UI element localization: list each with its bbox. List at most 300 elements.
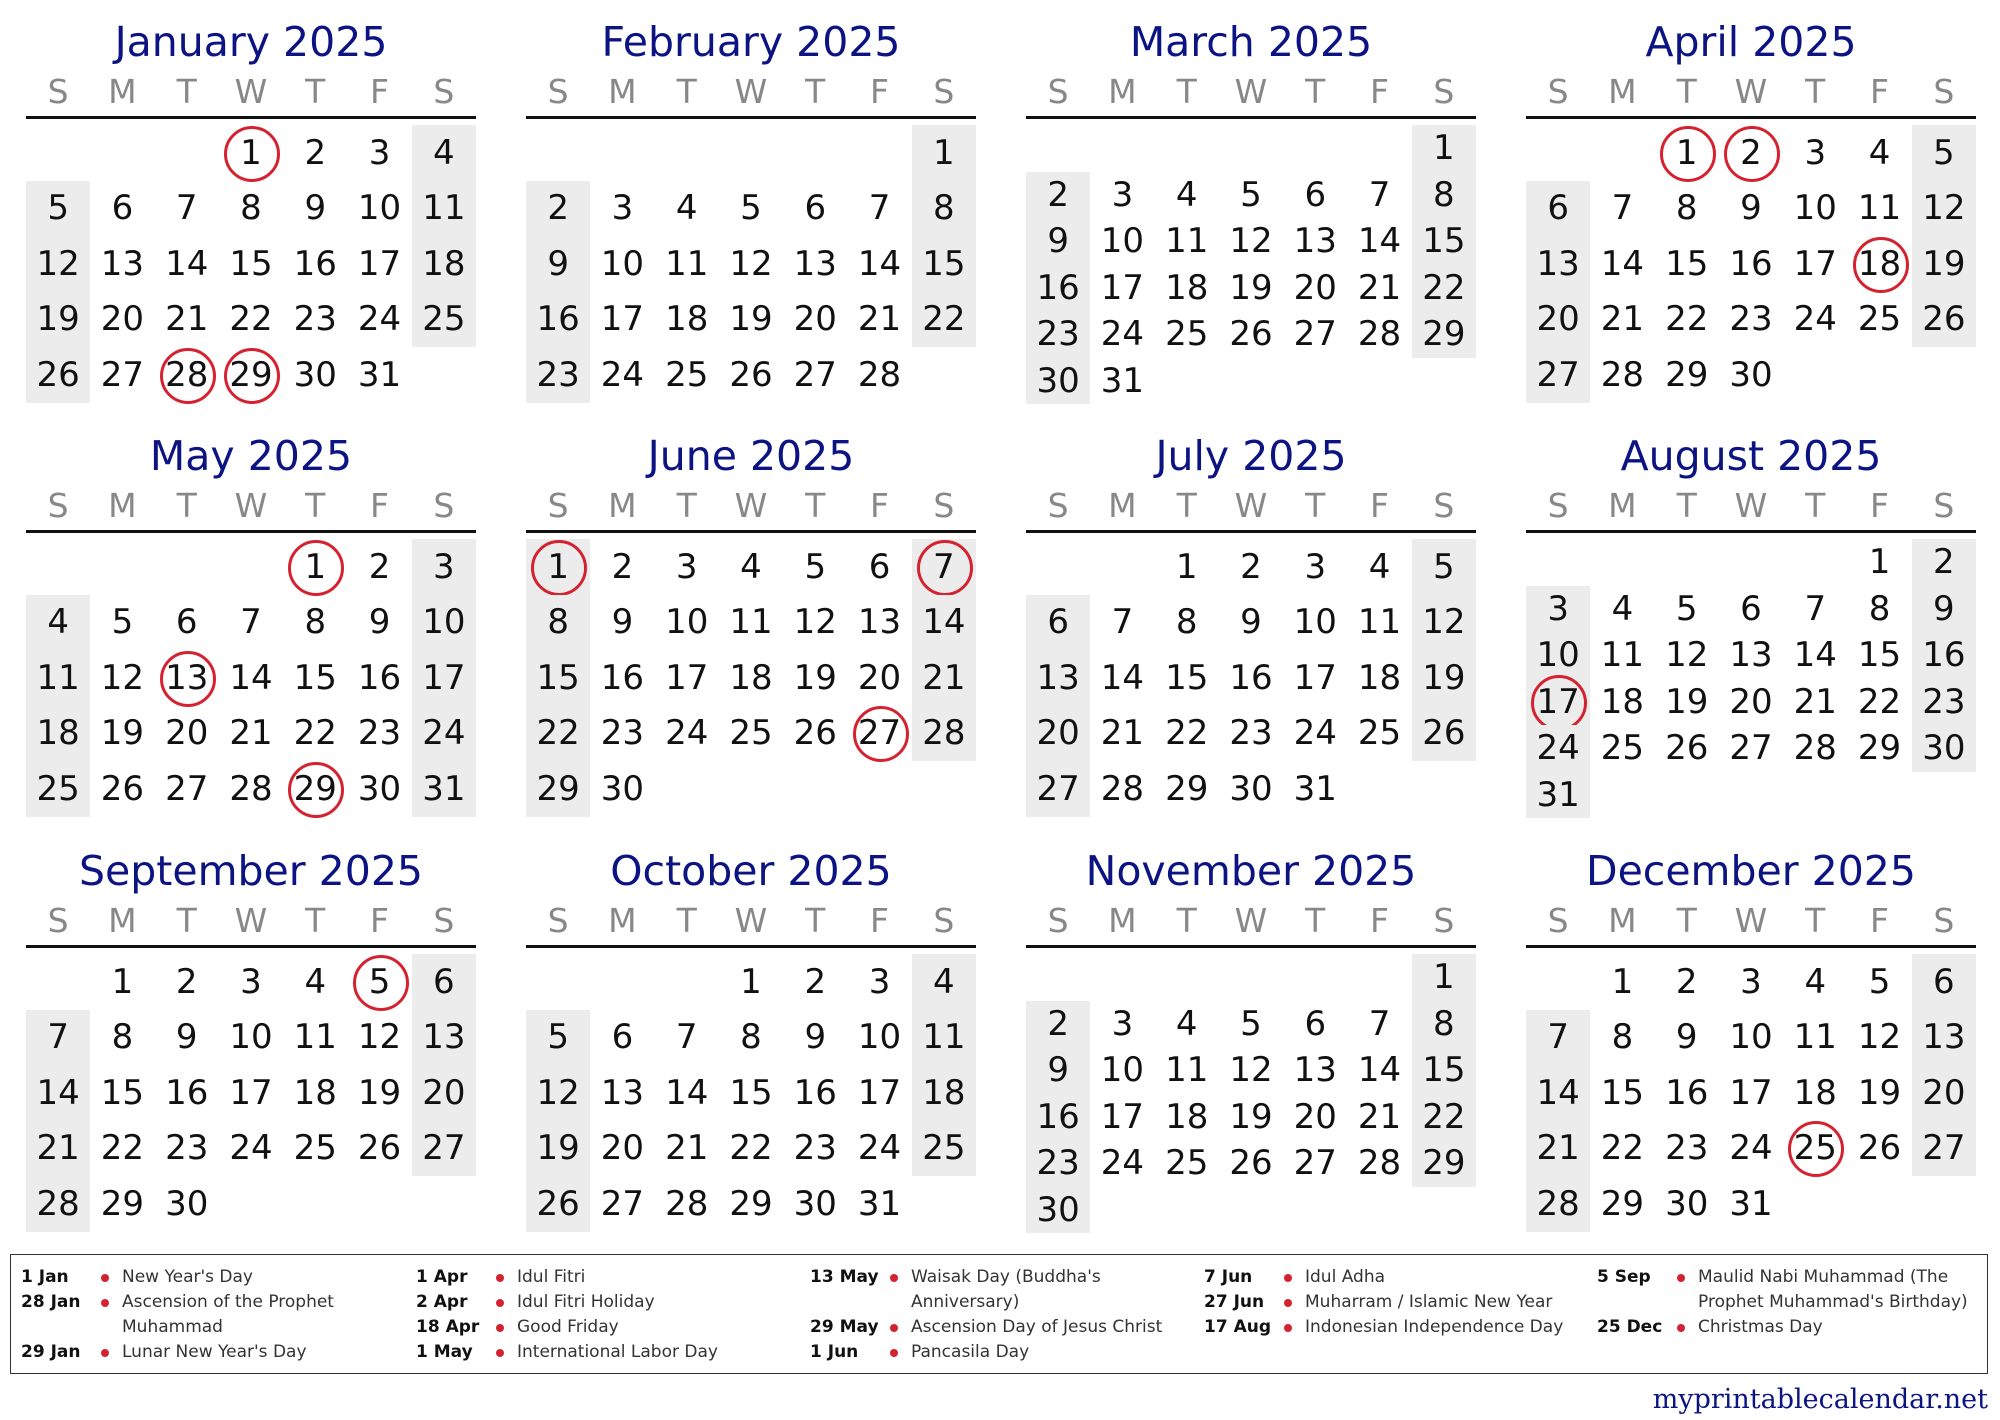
day-cell: 1 <box>1412 954 1476 1001</box>
weekday-header <box>26 482 476 533</box>
day-cell: 15 <box>229 243 273 284</box>
day-cell: 16 <box>1729 243 1773 284</box>
day-cell: 28 <box>229 768 273 809</box>
day-cell: 19 <box>1665 681 1709 722</box>
day-cell: 11 <box>1165 221 1209 262</box>
day-cell: 19 <box>357 1072 402 1113</box>
day-cell: 4 <box>1611 588 1634 629</box>
day-cell: 25 <box>1165 314 1209 355</box>
day-cell: 16 <box>526 292 590 348</box>
day-cell: 14 <box>1526 1065 1590 1121</box>
empty-cell <box>1526 954 1590 1010</box>
legend-column <box>21 1265 411 1365</box>
month-title: December 2025 <box>1586 847 1916 895</box>
day-grid <box>1026 539 1476 817</box>
day-cell: 15 <box>912 236 976 292</box>
day-cell: 2 <box>304 132 327 173</box>
day-cell: 24 <box>229 1128 273 1169</box>
day-cell: 8 <box>1868 588 1891 629</box>
day-cell: 21 <box>229 713 273 754</box>
day-cell: 9 <box>1026 1047 1090 1094</box>
day-cell: 30 <box>165 1183 209 1224</box>
day-cell: 13 <box>793 243 837 284</box>
legend-item <box>1204 1315 1594 1340</box>
holiday-date: 28 Jan <box>21 1292 81 1312</box>
month-january <box>26 16 476 403</box>
bullet-dot-icon <box>101 1349 109 1357</box>
weekday-label: S <box>47 901 69 940</box>
day-cell: 11 <box>1600 635 1645 676</box>
weekday-label: T <box>1805 486 1826 525</box>
weekday-label: T <box>1176 72 1197 111</box>
day-cell: 21 <box>857 299 902 340</box>
weekday-label: F <box>1370 486 1390 525</box>
day-cell: 10 <box>412 595 476 651</box>
day-cell: 19 <box>1857 1072 1902 1113</box>
day-cell: 29 <box>1165 768 1209 809</box>
day-cell: 13 <box>1729 635 1773 676</box>
day-cell: 11 <box>1793 1017 1837 1058</box>
weekday-label: T <box>1305 901 1326 940</box>
bullet-dot-icon <box>1284 1274 1292 1282</box>
day-cell: 3 <box>1526 586 1590 633</box>
empty-cell <box>90 125 154 181</box>
day-cell: 12 <box>357 1017 402 1058</box>
legend-column <box>810 1265 1200 1365</box>
holiday-circle-icon <box>1660 126 1716 182</box>
day-cell: 22 <box>1412 265 1476 312</box>
day-cell: 19 <box>26 292 90 348</box>
weekday-label: S <box>433 901 455 940</box>
day-cell: 28 <box>665 1183 709 1224</box>
weekday-header <box>526 897 976 948</box>
day-cell: 19 <box>793 657 837 698</box>
holiday-day-cell: 5 <box>347 954 411 1010</box>
empty-cell <box>1155 125 1219 172</box>
day-cell: 10 <box>1293 602 1337 643</box>
holiday-day-cell: 2 <box>1719 125 1783 181</box>
day-cell: 17 <box>412 650 476 706</box>
weekday-label: S <box>933 486 955 525</box>
day-cell: 11 <box>293 1017 337 1058</box>
day-cell: 1 <box>1611 961 1634 1002</box>
bullet-dot-icon <box>496 1299 504 1307</box>
day-cell: 28 <box>912 706 976 762</box>
day-cell: 21 <box>1357 267 1402 308</box>
weekday-label: S <box>1047 901 1069 940</box>
weekday-label: W <box>1234 486 1268 525</box>
weekday-label: W <box>734 486 768 525</box>
weekday-label: T <box>305 72 326 111</box>
day-cell: 30 <box>1026 1187 1090 1234</box>
day-cell: 26 <box>526 1176 590 1232</box>
day-cell: 29 <box>1600 1183 1645 1224</box>
day-cell: 1 <box>740 961 762 1002</box>
day-cell: 26 <box>1412 706 1476 762</box>
weekday-label: S <box>933 901 955 940</box>
day-cell: 13 <box>1026 650 1090 706</box>
holiday-circle-icon <box>531 540 587 596</box>
bullet-dot-icon <box>496 1324 504 1332</box>
day-cell: 31 <box>1729 1183 1773 1224</box>
day-cell: 1 <box>912 125 976 181</box>
day-cell: 18 <box>1793 1072 1837 1113</box>
month-title: January 2025 <box>114 18 388 66</box>
empty-cell <box>1026 954 1090 1001</box>
holiday-date: 5 Sep <box>1597 1267 1651 1287</box>
day-cell: 16 <box>357 657 402 698</box>
day-cell: 12 <box>1912 181 1976 237</box>
day-cell: 9 <box>804 1017 827 1058</box>
weekday-label: S <box>433 72 455 111</box>
day-cell: 8 <box>526 595 590 651</box>
day-cell: 4 <box>740 546 762 587</box>
day-cell: 17 <box>665 657 709 698</box>
weekday-label: T <box>176 486 197 525</box>
holiday-date: 7 Jun <box>1204 1267 1253 1287</box>
empty-cell <box>1347 954 1411 1001</box>
day-cell: 20 <box>793 299 837 340</box>
site-watermark[interactable]: myprintablecalendar.net <box>1652 1384 1988 1415</box>
day-cell: 15 <box>1665 243 1709 284</box>
day-cell: 17 <box>1100 1096 1145 1137</box>
day-cell: 9 <box>1026 218 1090 265</box>
empty-cell <box>783 125 847 181</box>
empty-cell <box>155 125 219 181</box>
day-cell: 18 <box>26 706 90 762</box>
day-cell: 9 <box>175 1017 198 1058</box>
day-cell: 4 <box>1368 546 1391 587</box>
day-cell: 6 <box>1304 174 1327 215</box>
weekday-label: M <box>608 486 637 525</box>
weekday-label: T <box>676 901 697 940</box>
day-cell: 19 <box>1229 1096 1273 1137</box>
day-cell: 15 <box>526 650 590 706</box>
weekday-label: T <box>176 901 197 940</box>
day-cell: 28 <box>857 354 902 395</box>
day-cell: 12 <box>100 657 145 698</box>
weekday-label: M <box>108 72 137 111</box>
day-cell: 7 <box>1611 188 1634 229</box>
day-cell: 14 <box>165 243 209 284</box>
day-cell: 7 <box>1368 1003 1391 1044</box>
weekday-label: S <box>1933 72 1955 111</box>
weekday-label: M <box>1108 486 1137 525</box>
holiday-day-cell: 27 <box>847 706 911 762</box>
day-cell: 23 <box>1229 713 1273 754</box>
weekday-header <box>1526 482 1976 533</box>
weekday-label: S <box>1433 72 1455 111</box>
holiday-name: Maulid Nabi Muhammad (The Prophet Muhammad's Birthday) <box>1698 1267 1968 1312</box>
holiday-day-cell: 17 <box>1526 679 1590 726</box>
day-cell: 20 <box>1729 681 1773 722</box>
weekday-label: T <box>805 72 826 111</box>
empty-cell <box>719 125 783 181</box>
weekday-label: W <box>234 901 268 940</box>
day-cell: 2 <box>1026 1001 1090 1048</box>
weekday-label: F <box>870 486 890 525</box>
day-cell: 13 <box>1912 1010 1976 1066</box>
legend-item <box>416 1315 806 1340</box>
weekday-label: T <box>1305 72 1326 111</box>
weekday-label: F <box>1870 486 1890 525</box>
day-cell: 9 <box>1912 586 1976 633</box>
month-september <box>26 845 476 1232</box>
holiday-name: International Labor Day <box>517 1342 718 1362</box>
holiday-name: Ascension Day of Jesus Christ <box>911 1317 1163 1337</box>
legend-column <box>416 1265 806 1365</box>
day-cell: 26 <box>1857 1128 1902 1169</box>
day-cell: 13 <box>1526 236 1590 292</box>
weekday-label: T <box>805 901 826 940</box>
day-cell: 7 <box>868 188 891 229</box>
day-cell: 19 <box>100 713 145 754</box>
day-cell: 17 <box>1793 243 1837 284</box>
day-cell: 25 <box>1165 1143 1209 1184</box>
day-cell: 24 <box>412 706 476 762</box>
month-december <box>1526 845 1976 1232</box>
day-cell: 5 <box>1675 588 1698 629</box>
day-grid <box>1026 954 1476 1233</box>
day-cell: 5 <box>111 602 134 643</box>
day-cell: 31 <box>1526 772 1590 819</box>
day-cell: 26 <box>1912 292 1976 348</box>
day-cell: 19 <box>1912 236 1976 292</box>
day-cell: 14 <box>1793 635 1837 676</box>
day-grid <box>26 539 476 817</box>
day-cell: 22 <box>1857 681 1902 722</box>
bullet-dot-icon <box>496 1274 504 1282</box>
day-cell: 12 <box>729 243 773 284</box>
day-cell: 16 <box>1026 1094 1090 1141</box>
day-cell: 26 <box>1665 728 1709 769</box>
weekday-label: M <box>608 901 637 940</box>
month-title: November 2025 <box>1085 847 1417 895</box>
day-cell: 25 <box>912 1121 976 1177</box>
day-cell: 22 <box>1412 1094 1476 1141</box>
day-cell: 15 <box>1412 218 1476 265</box>
day-cell: 3 <box>1740 961 1762 1002</box>
day-grid <box>26 954 476 1232</box>
empty-cell <box>1283 125 1347 172</box>
day-cell: 5 <box>1240 1003 1262 1044</box>
weekday-label: W <box>1234 72 1268 111</box>
day-cell: 11 <box>665 243 709 284</box>
month-title: October 2025 <box>610 847 892 895</box>
empty-cell <box>26 125 90 181</box>
month-title: July 2025 <box>1155 432 1347 480</box>
weekday-label: W <box>734 72 768 111</box>
day-cell: 20 <box>100 299 145 340</box>
holiday-legend <box>10 1254 1988 1374</box>
day-cell: 29 <box>526 761 590 817</box>
holiday-day-cell: 1 <box>1655 125 1719 181</box>
day-cell: 31 <box>412 761 476 817</box>
day-cell: 19 <box>526 1121 590 1177</box>
weekday-label: S <box>547 72 569 111</box>
day-cell: 1 <box>1868 542 1891 583</box>
day-cell: 4 <box>26 595 90 651</box>
day-cell: 22 <box>293 713 337 754</box>
weekday-label: F <box>870 72 890 111</box>
day-cell: 28 <box>1793 728 1837 769</box>
weekday-label: T <box>676 72 697 111</box>
day-cell: 21 <box>1526 1121 1590 1177</box>
day-cell: 23 <box>1729 299 1773 340</box>
empty-cell <box>1526 125 1590 181</box>
legend-item <box>1597 1265 1987 1315</box>
holiday-name: Ascension of the Prophet Muhammad <box>122 1292 334 1337</box>
weekday-label: W <box>234 72 268 111</box>
month-title: May 2025 <box>149 432 353 480</box>
day-cell: 17 <box>1729 1072 1773 1113</box>
day-cell: 2 <box>1240 546 1262 587</box>
day-cell: 20 <box>600 1128 645 1169</box>
day-cell: 22 <box>1600 1128 1645 1169</box>
day-cell: 24 <box>1100 1143 1145 1184</box>
day-cell: 14 <box>26 1065 90 1121</box>
day-cell: 25 <box>729 713 773 754</box>
day-cell: 9 <box>526 236 590 292</box>
day-cell: 9 <box>304 188 327 229</box>
holiday-circle-icon <box>224 348 280 404</box>
day-cell: 12 <box>1229 1050 1273 1091</box>
weekday-label: M <box>1108 901 1137 940</box>
holiday-name: Lunar New Year's Day <box>122 1342 307 1362</box>
day-cell: 20 <box>165 713 209 754</box>
day-cell: 23 <box>1665 1128 1709 1169</box>
weekday-label: T <box>1676 72 1697 111</box>
day-cell: 16 <box>1665 1072 1709 1113</box>
day-cell: 27 <box>100 354 145 395</box>
day-cell: 25 <box>1857 299 1902 340</box>
day-cell: 27 <box>1912 1121 1976 1177</box>
weekday-label: M <box>1608 901 1637 940</box>
holiday-date: 18 Apr <box>416 1317 480 1337</box>
holiday-circle-icon <box>160 348 216 404</box>
holiday-name: Muharram / Islamic New Year <box>1305 1292 1553 1312</box>
day-cell: 29 <box>1412 1140 1476 1187</box>
day-cell: 13 <box>1293 1050 1337 1091</box>
day-cell: 6 <box>412 954 476 1010</box>
day-cell: 6 <box>1912 954 1976 1010</box>
weekday-label: T <box>305 486 326 525</box>
day-cell: 29 <box>1412 311 1476 358</box>
empty-cell <box>1719 539 1783 586</box>
weekday-label: F <box>1870 72 1890 111</box>
day-cell: 7 <box>240 602 262 643</box>
day-cell: 2 <box>1912 539 1976 586</box>
weekday-label: S <box>1933 901 1955 940</box>
day-cell: 19 <box>1229 267 1273 308</box>
bullet-dot-icon <box>890 1324 898 1332</box>
empty-cell <box>1783 539 1847 586</box>
empty-cell <box>1590 125 1654 181</box>
day-cell: 28 <box>26 1176 90 1232</box>
legend-item <box>21 1265 411 1290</box>
weekday-label: W <box>234 486 268 525</box>
day-cell: 10 <box>1729 1017 1773 1058</box>
day-cell: 8 <box>1611 1017 1634 1058</box>
day-cell: 10 <box>357 188 402 229</box>
bullet-dot-icon <box>1284 1299 1292 1307</box>
weekday-header <box>1026 897 1476 948</box>
day-cell: 15 <box>1857 635 1902 676</box>
day-cell: 12 <box>526 1065 590 1121</box>
weekday-label: F <box>1870 901 1890 940</box>
weekday-label: T <box>676 486 697 525</box>
bullet-dot-icon <box>890 1349 898 1357</box>
empty-cell <box>1655 539 1719 586</box>
day-grid <box>526 954 976 1232</box>
day-cell: 11 <box>1857 188 1902 229</box>
day-cell: 8 <box>1175 602 1198 643</box>
holiday-circle-icon <box>353 955 409 1011</box>
day-cell: 26 <box>26 347 90 403</box>
weekday-label: F <box>870 901 890 940</box>
day-cell: 7 <box>1804 588 1827 629</box>
month-february <box>526 16 976 403</box>
weekday-label: F <box>370 901 390 940</box>
day-cell: 18 <box>1357 657 1402 698</box>
empty-cell <box>1283 954 1347 1001</box>
day-cell: 16 <box>293 243 337 284</box>
weekday-label: S <box>1933 486 1955 525</box>
empty-cell <box>90 539 154 595</box>
day-cell: 20 <box>412 1065 476 1121</box>
bullet-dot-icon <box>890 1274 898 1282</box>
weekday-header <box>1526 897 1976 948</box>
weekday-label: S <box>933 72 955 111</box>
day-cell: 20 <box>1293 1096 1337 1137</box>
day-cell: 14 <box>1357 221 1402 262</box>
day-cell: 10 <box>857 1017 902 1058</box>
day-cell: 14 <box>912 595 976 651</box>
holiday-date: 17 Aug <box>1204 1317 1272 1337</box>
day-cell: 11 <box>1357 602 1402 643</box>
weekday-header <box>26 897 476 948</box>
day-grid <box>1526 125 1976 403</box>
day-cell: 3 <box>1111 1003 1134 1044</box>
day-grid <box>526 125 976 403</box>
day-cell: 11 <box>729 602 773 643</box>
weekday-label: M <box>1608 72 1637 111</box>
day-cell: 21 <box>912 650 976 706</box>
day-cell: 24 <box>357 299 402 340</box>
day-cell: 3 <box>1111 174 1134 215</box>
legend-item <box>1204 1290 1594 1315</box>
day-cell: 6 <box>804 188 827 229</box>
day-cell: 9 <box>1740 188 1762 229</box>
day-cell: 12 <box>793 602 837 643</box>
day-cell: 30 <box>1229 768 1273 809</box>
day-cell: 2 <box>1675 961 1698 1002</box>
legend-item <box>21 1340 411 1365</box>
day-cell: 23 <box>1912 679 1976 726</box>
holiday-day-cell: 28 <box>155 347 219 403</box>
legend-item <box>1204 1265 1594 1290</box>
weekday-label: M <box>108 901 137 940</box>
legend-item <box>416 1340 806 1365</box>
day-cell: 5 <box>804 546 827 587</box>
holiday-name: Christmas Day <box>1698 1317 1823 1337</box>
day-cell: 18 <box>729 657 773 698</box>
day-cell: 16 <box>1026 265 1090 312</box>
holiday-name: Idul Adha <box>1305 1267 1386 1287</box>
day-cell: 26 <box>729 354 773 395</box>
day-cell: 29 <box>1665 354 1709 395</box>
day-cell: 4 <box>1804 961 1827 1002</box>
